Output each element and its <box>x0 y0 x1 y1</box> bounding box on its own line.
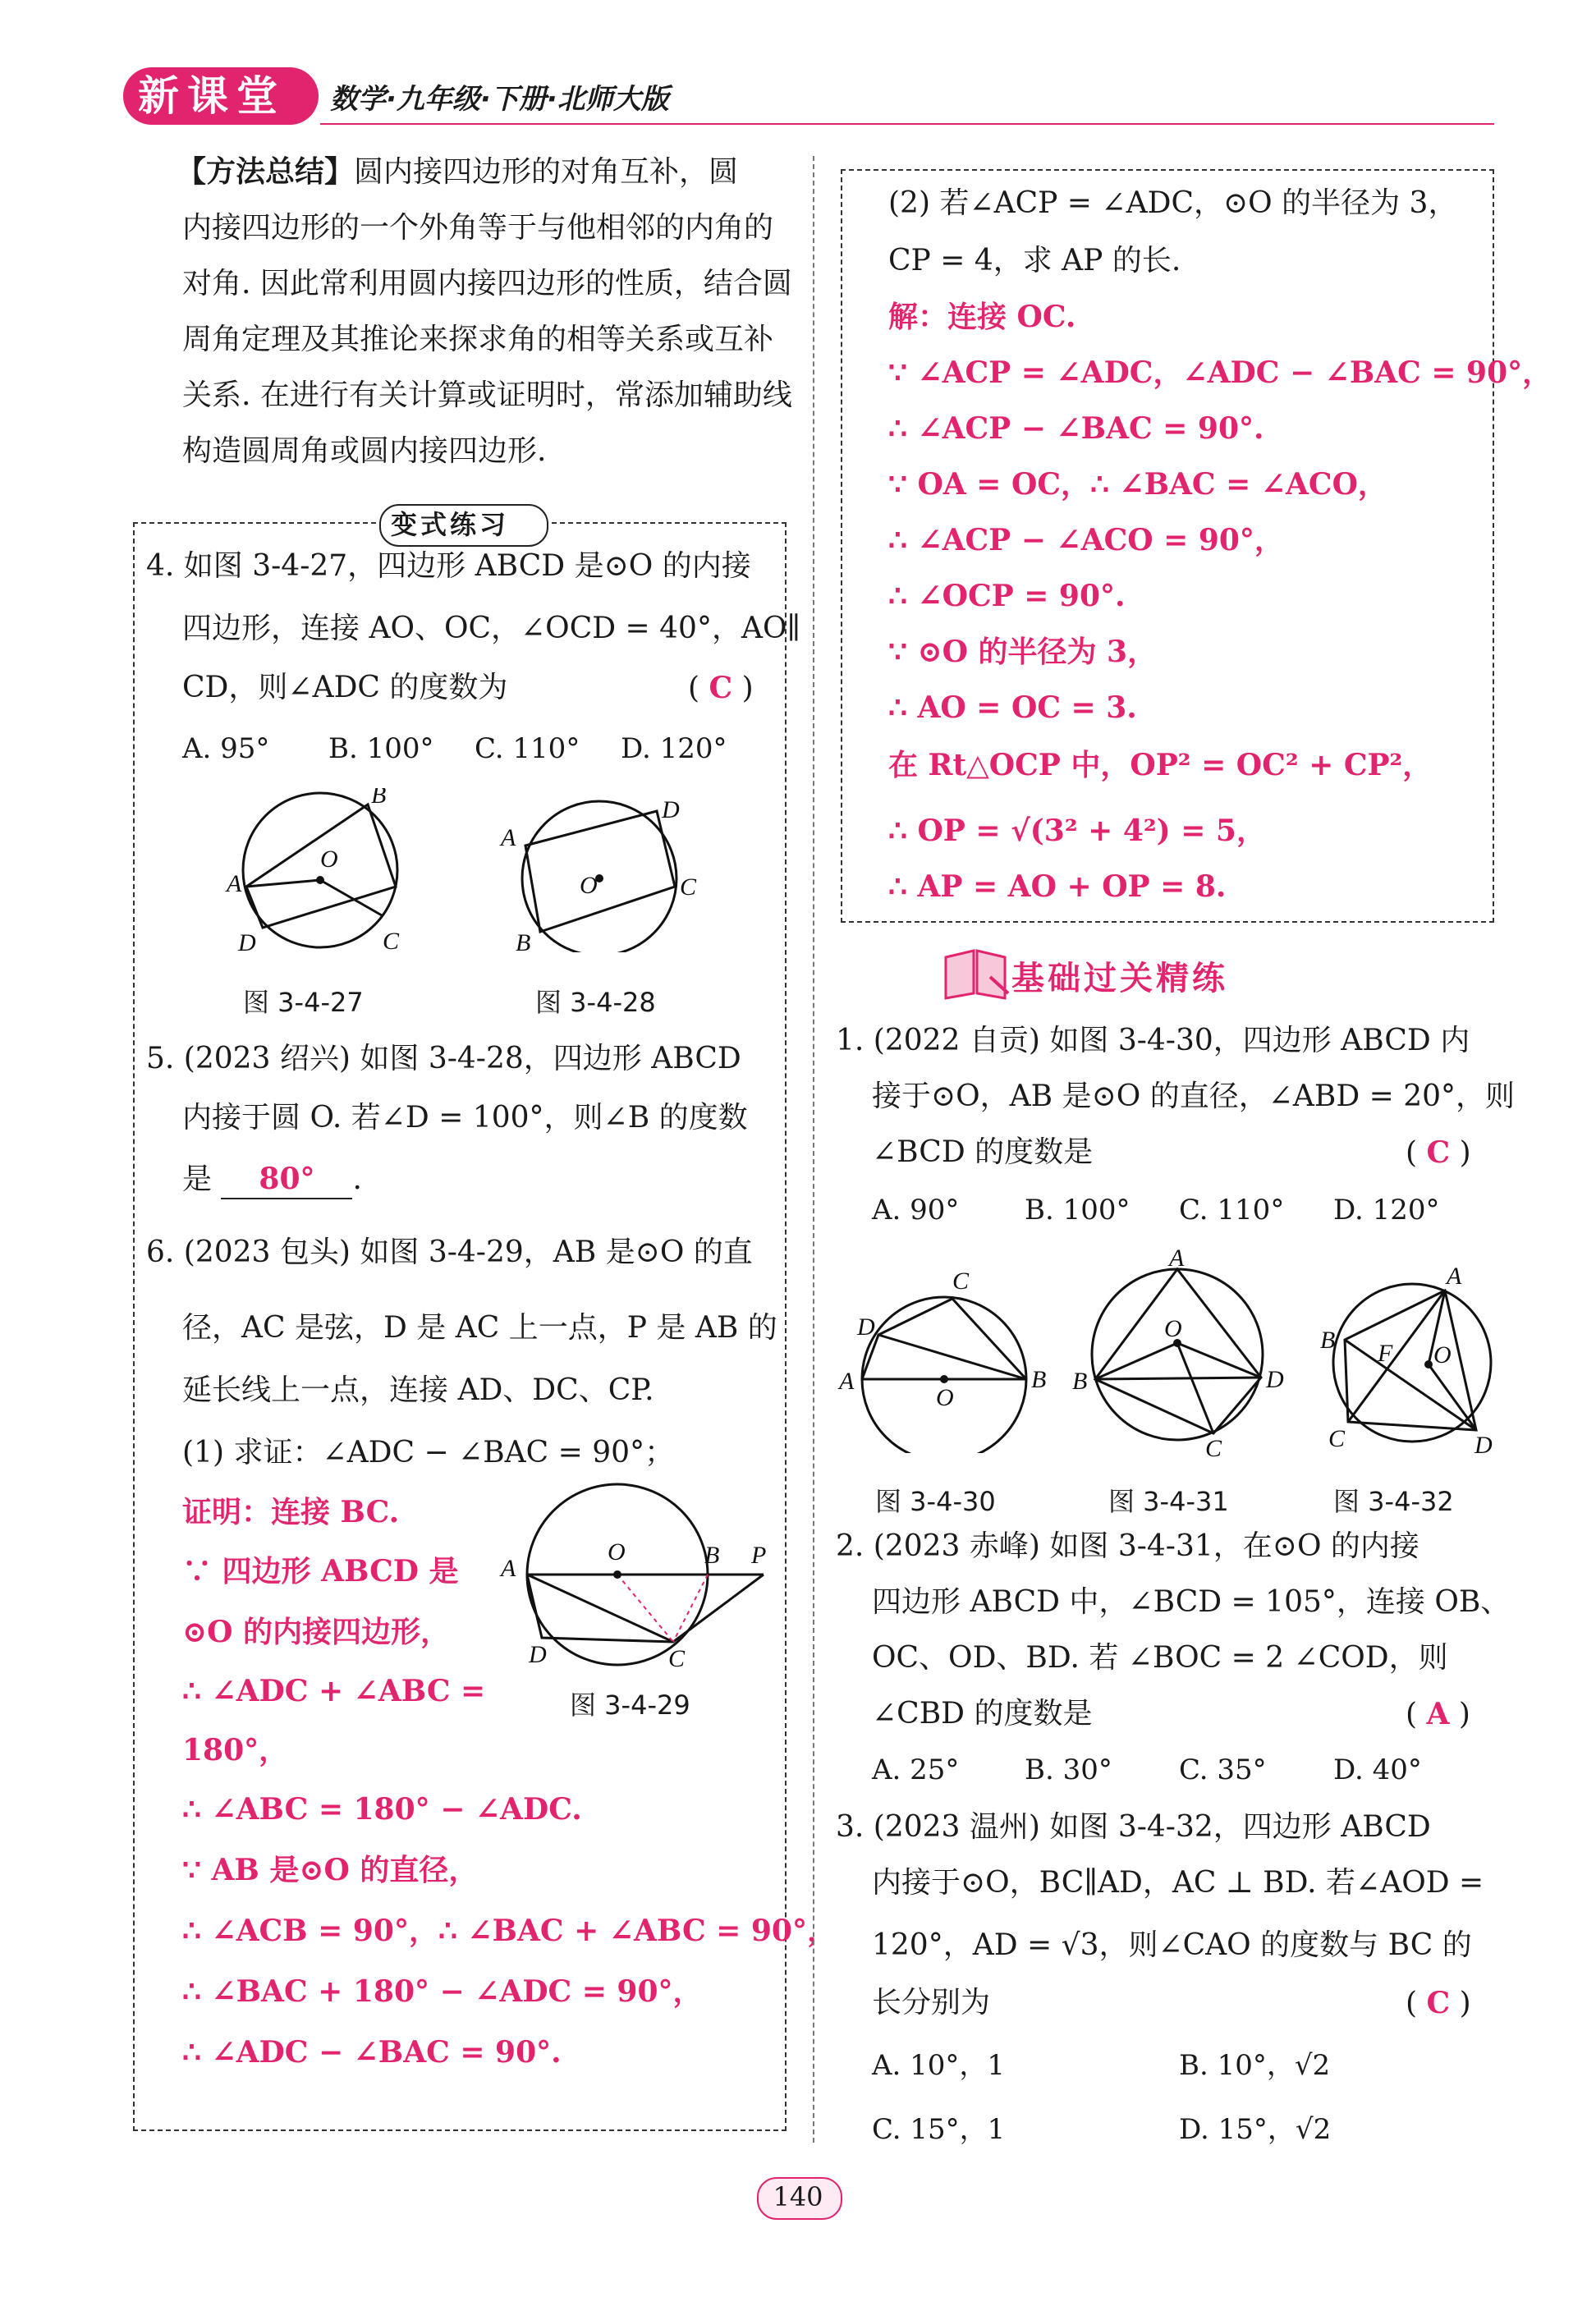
q6-line: (1) 求证：∠ADC − ∠BAC = 90°； <box>182 1436 675 1469</box>
svg-text:B: B <box>704 1542 720 1569</box>
figure-3-4-30 <box>837 1256 1051 1453</box>
q6b-solution-line: 在 Rt△OCP 中，OP² = OC² + CP²， <box>888 748 1433 782</box>
svg-text:B: B <box>1031 1366 1047 1393</box>
svg-text:D: D <box>1474 1432 1493 1459</box>
caption-3-4-28: 图 3-4-28 <box>535 987 656 1018</box>
q6b-solution-line: ∴ OP = √(3² + 4²) = 5， <box>888 814 1266 848</box>
svg-text:D: D <box>857 1313 875 1341</box>
figure-3-4-28 <box>493 788 706 952</box>
q6-line: 6. (2023 包头) 如图 3-4-29，AB 是⊙O 的直 <box>146 1236 753 1269</box>
header-rule <box>320 123 1494 125</box>
section-title: 基础过关精练 <box>1011 960 1228 997</box>
q6b-solution-line: ∵ ∠ACP = ∠ADC，∠ADC − ∠BAC = 90°， <box>888 355 1552 390</box>
b2-option[interactable]: D. 40° <box>1333 1754 1422 1786</box>
method-line: 圆内接四边形的对角互补，圆 <box>354 155 739 189</box>
q6-proof-line: ∴ ∠BAC + 180° − ∠ADC = 90°， <box>182 1974 703 2009</box>
b3-line: 内接于⊙O，BC∥AD，AC ⊥ BD. 若∠AOD = <box>872 1866 1484 1900</box>
b2-line: OC、OD、BD. 若 ∠BOC = 2 ∠COD，则 <box>872 1641 1448 1675</box>
svg-text:C: C <box>680 873 697 901</box>
svg-text:C: C <box>952 1268 970 1295</box>
b1-option[interactable]: A. 90° <box>872 1194 960 1226</box>
svg-text:O: O <box>320 846 338 873</box>
caption-3-4-27: 图 3-4-27 <box>243 987 364 1018</box>
svg-text:O: O <box>1433 1341 1452 1368</box>
q4-option[interactable]: D. 120° <box>621 732 727 765</box>
svg-text:D: D <box>238 929 256 952</box>
caption-3-4-32: 图 3-4-32 <box>1333 1486 1454 1517</box>
q6b-solution-line: ∴ AP = AO + OP = 8. <box>888 869 1227 904</box>
q6b-line: (2) 若∠ACP = ∠ADC，⊙O 的半径为 3， <box>888 186 1458 220</box>
method-title: 【方法总结】 <box>177 155 355 189</box>
svg-text:A: A <box>501 824 516 851</box>
b1-option[interactable]: C. 110° <box>1179 1194 1285 1226</box>
b3-line: 长分别为 <box>872 1986 991 2019</box>
header-logo: 新课堂 <box>138 72 286 120</box>
page-number: 140 <box>773 2181 823 2212</box>
b2-option[interactable]: B. 30° <box>1025 1754 1112 1786</box>
figure-3-4-29 <box>493 1478 772 1675</box>
q6b-solution-line: ∵ ⊙O 的半径为 3， <box>888 635 1158 669</box>
caption-3-4-30: 图 3-4-30 <box>875 1486 996 1517</box>
svg-text:C: C <box>668 1645 686 1672</box>
svg-text:D: D <box>529 1641 547 1668</box>
method-line: 内接四边形的一个外角等于与他相邻的内角的 <box>182 211 774 245</box>
q6-proof-line: ∴ ∠ADC + ∠ABC = <box>182 1674 486 1708</box>
q6-proof-line: ⊙O 的内接四边形， <box>182 1615 451 1649</box>
b2-line: 四边形 ABCD 中，∠BCD = 105°，连接 OB、 <box>872 1585 1511 1619</box>
q6b-solution-line: ∵ OA = OC，∴ ∠BAC = ∠ACO， <box>888 467 1387 502</box>
b2-line: 2. (2023 赤峰) 如图 3-4-31，在⊙O 的内接 <box>836 1529 1419 1563</box>
q6b-line: CP = 4，求 AP 的长. <box>888 244 1181 277</box>
q5-answer: 80° <box>259 1162 315 1196</box>
svg-text:B: B <box>371 788 387 809</box>
b3-line: 3. (2023 温州) 如图 3-4-32，四边形 ABCD <box>836 1810 1431 1844</box>
method-line: 对角. 因此常利用圆内接四边形的性质，结合圆 <box>182 267 792 300</box>
q4-option[interactable]: B. 100° <box>328 732 434 765</box>
q4-option[interactable]: C. 110° <box>475 732 580 765</box>
book-icon <box>941 944 1010 1002</box>
b2-answer: A <box>1426 1697 1450 1731</box>
svg-text:A: A <box>839 1368 855 1395</box>
q6-proof-line: ∵ AB 是⊙O 的直径， <box>182 1853 479 1887</box>
b1-option[interactable]: B. 100° <box>1025 1194 1130 1226</box>
svg-text:D: D <box>1266 1366 1284 1393</box>
method-line: 构造圆周角或圆内接四边形. <box>182 434 547 468</box>
svg-text:O: O <box>936 1384 954 1411</box>
figure-3-4-32 <box>1305 1256 1511 1461</box>
q5-line: 是 <box>182 1162 213 1196</box>
svg-text:A: A <box>1447 1263 1462 1290</box>
header-subject: 数学·九年级·下册·北师大版 <box>330 83 669 116</box>
q6b-solution-line: ∴ ∠ACP − ∠ACO = 90°， <box>888 523 1284 557</box>
b1-line: ∠BCD 的度数是 <box>872 1135 1094 1169</box>
q6-proof-line: ∴ ∠ACB = 90°，∴ ∠BAC + ∠ABC = 90°， <box>182 1914 837 1948</box>
q6b-solution-line: ∴ ∠ACP − ∠BAC = 90°. <box>888 411 1264 446</box>
practice-title: 变式练习 <box>391 509 510 540</box>
b1-option[interactable]: D. 120° <box>1333 1194 1440 1226</box>
method-line: 关系. 在进行有关计算或证明时，常添加辅助线 <box>182 378 792 412</box>
svg-text:O: O <box>608 1538 626 1566</box>
q5-line: 内接于圆 O. 若∠D = 100°，则∠B 的度数 <box>182 1101 748 1135</box>
q4-option[interactable]: A. 95° <box>182 732 270 765</box>
svg-text:A: A <box>1169 1248 1185 1272</box>
svg-text:B: B <box>1320 1327 1336 1354</box>
q6-line: 径，AC 是弦，D 是 AC 上一点，P 是 AB 的 <box>182 1311 777 1345</box>
svg-text:B: B <box>1072 1368 1088 1395</box>
svg-text:F: F <box>1378 1340 1393 1367</box>
svg-text:C: C <box>383 928 400 952</box>
column-divider <box>813 156 814 2143</box>
q4-line: CD，则∠ADC 的度数为 <box>182 671 508 704</box>
q6b-solution-line: ∴ AO = OC = 3. <box>888 690 1137 725</box>
q6b-solution-line: 解：连接 OC. <box>888 300 1076 334</box>
q4-answer: C <box>709 671 733 705</box>
q6-proof-line: 180°， <box>182 1733 289 1767</box>
b2-line: ∠CBD 的度数是 <box>872 1697 1093 1731</box>
b3-option[interactable]: B. 10°，√2 <box>1179 2049 1331 2082</box>
q4-line: 四边形，连接 AO、OC，∠OCD = 40°，AO∥ <box>182 612 801 645</box>
b3-option[interactable]: D. 15°，√2 <box>1179 2113 1332 2146</box>
caption-3-4-31: 图 3-4-31 <box>1108 1486 1229 1517</box>
b1-line: 接于⊙O，AB 是⊙O 的直径，∠ABD = 20°，则 <box>872 1080 1516 1113</box>
b3-line: 120°，AD = √3，则∠CAO 的度数与 BC 的 <box>872 1928 1472 1962</box>
q6-proof-line: ∵ 四边形 ABCD 是 <box>182 1554 459 1589</box>
q4-line: 4. 如图 3-4-27，四边形 ABCD 是⊙O 的内接 <box>146 549 751 583</box>
svg-text:O: O <box>580 872 598 899</box>
b3-option[interactable]: C. 15°，1 <box>872 2113 1006 2146</box>
q6-proof-line: ∴ ∠ABC = 180° − ∠ADC. <box>182 1792 582 1827</box>
method-line: 周角定理及其推论来探求角的相等关系或互补 <box>182 323 774 356</box>
caption-3-4-29: 图 3-4-29 <box>570 1689 690 1721</box>
svg-text:P: P <box>751 1542 767 1569</box>
b1-answer: C <box>1426 1135 1451 1170</box>
svg-text:C: C <box>1205 1435 1222 1461</box>
svg-text:D: D <box>662 796 680 823</box>
svg-text:O: O <box>1164 1315 1182 1342</box>
svg-text:B: B <box>516 929 531 952</box>
figure-3-4-31 <box>1067 1248 1289 1461</box>
svg-text:A: A <box>227 870 242 897</box>
b3-answer: C <box>1426 1986 1451 2020</box>
figure-3-4-27 <box>213 788 427 952</box>
q6-proof-line: 证明：连接 BC. <box>182 1495 400 1529</box>
b2-option[interactable]: C. 35° <box>1179 1754 1267 1786</box>
svg-text:C: C <box>1328 1425 1346 1452</box>
svg-text:A: A <box>501 1555 516 1582</box>
q6-proof-line: ∴ ∠ADC − ∠BAC = 90°. <box>182 2035 562 2070</box>
q5-line: 5. (2023 绍兴) 如图 3-4-28，四边形 ABCD <box>146 1042 741 1075</box>
q6b-solution-line: ∴ ∠OCP = 90°. <box>888 579 1126 613</box>
q6-line: 延长线上一点，连接 AD、DC、CP. <box>182 1373 654 1407</box>
b1-line: 1. (2022 自贡) 如图 3-4-30，四边形 ABCD 内 <box>836 1024 1470 1057</box>
b3-option[interactable]: A. 10°，1 <box>872 2049 1006 2082</box>
b2-option[interactable]: A. 25° <box>872 1754 960 1786</box>
